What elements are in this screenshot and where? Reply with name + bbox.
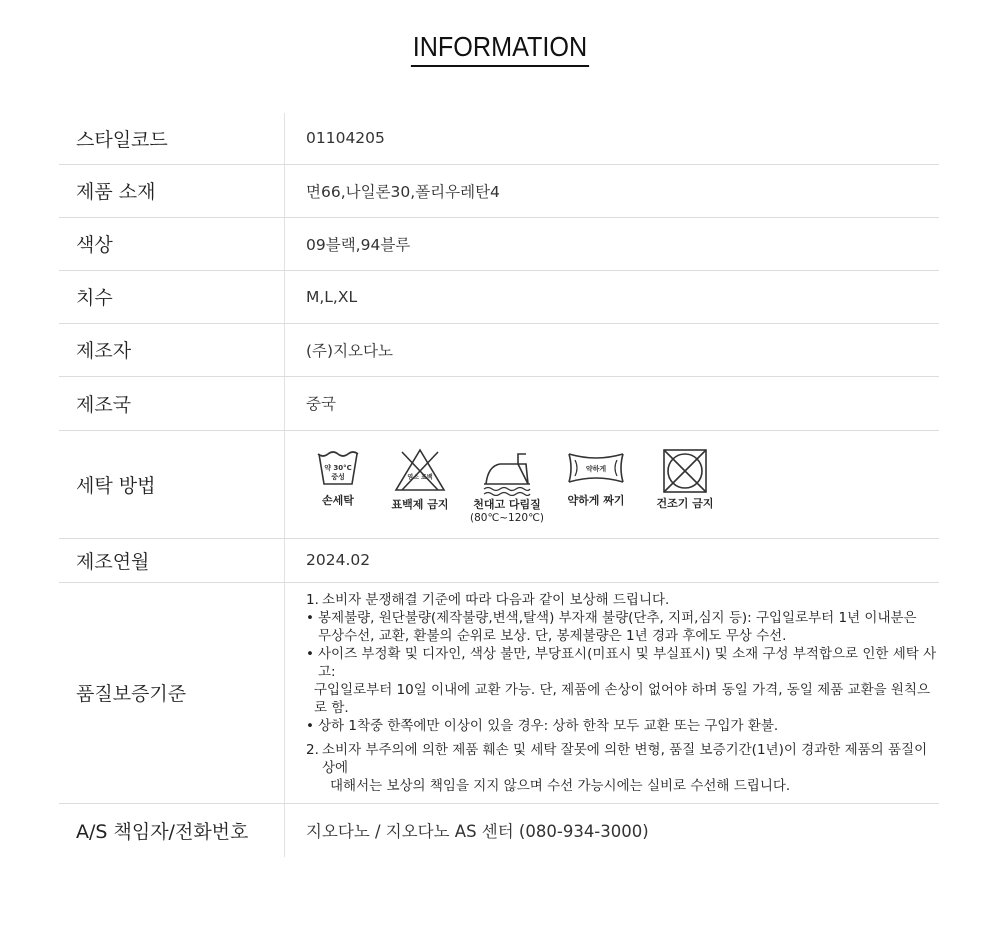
value-date: 2024.02 [285,538,940,582]
caption-iron: 천대고 다림질 [473,497,541,511]
gentle-wring-icon [565,448,627,488]
label-style-code: 스타일코드 [59,113,285,164]
bullet-1-line-2: 무상수선, 교환, 환불의 순위로 보상. 단, 봉제불량은 1년 경과 후에도 무상 수선. [318,627,787,644]
clause-1-number: 1. [306,591,319,608]
bullet-mark: • [306,645,314,662]
iron-icon [480,448,534,496]
label-material: 제품 소재 [59,164,285,217]
row-maker [59,323,939,376]
value-as: 지오다노 / 지오다노 AS 센터 (080-934-3000) [306,822,649,842]
row-style-code [59,113,939,164]
quality-bullet-1 [306,609,939,645]
label-country: 제조국 [59,376,285,430]
hand-wash-neutral: 중성 [331,472,345,481]
bullet-mark: • [306,609,314,626]
care-icons [301,444,939,525]
row-date [59,538,939,582]
bullet-3-line-1: 상하 1착중 한쪽에만 이상이 있을 경우: 상하 한착 모두 교환 또는 구입가 환불. [318,717,779,734]
quality-clause-2 [306,741,939,795]
label-size: 치수 [59,270,285,323]
product-info-table [59,113,939,857]
clause-1-text: 소비자 분쟁해결 기준에 따라 다음과 같이 보상해 드립니다. [322,591,670,608]
page-title-wrap [0,30,1000,67]
value-maker: (주)지오다노 [285,323,940,376]
value-color: 09블랙,94블루 [285,217,940,270]
care-item-hand-wash [301,448,375,508]
care-item-gentle-wring [549,448,643,508]
caption-hand-wash: 손세탁 [322,493,354,507]
care-item-no-tumble-dry [643,448,727,511]
row-country [59,376,939,430]
quality-clause-1 [306,591,939,609]
label-washing: 세탁 방법 [59,430,285,538]
hand-wash-icon [316,448,360,488]
caption-iron-temp: (80℃~120℃) [470,511,544,524]
value-country: 중국 [285,376,940,430]
no-bleach-icon [394,448,446,492]
label-maker: 제조자 [59,323,285,376]
bullet-2-line-1: 사이즈 부정확 및 디자인, 색상 불만, 부당표시(미표시 및 부실표시) 및 소재 구성 부적합으로 인한 세탁 사고: [318,645,937,680]
bullet-1-line-1: 봉제불량, 원단불량(제작불량,변색,탈색) 부자재 불량(단추, 지퍼,심지 등): 구입일로부터 1년 이내분은 [318,609,917,626]
caption-no-bleach: 표백제 금지 [391,497,449,511]
gentle-wring-label: 약하게 [585,464,607,473]
value-size: M,L,XL [285,270,940,323]
caption-no-tumble-dry: 건조기 금지 [656,496,714,510]
quality-text [306,583,939,803]
clause-2-line-1: 소비자 부주의에 의한 제품 훼손 및 세탁 잘못에 의한 변형, 품질 보증기간(1년)이 경과한 제품의 품질이상에 [322,741,928,776]
no-bleach-label: 염소 표백 [407,473,433,481]
no-tumble-dry-icon [662,448,708,494]
care-item-iron [465,448,549,525]
page-title: INFORMATION [411,30,589,67]
value-quality [285,582,940,803]
row-washing [59,430,939,538]
quality-bullet-3 [306,717,939,735]
bullet-mark: • [306,717,314,734]
care-item-no-bleach [375,448,465,512]
value-washing [285,430,940,538]
row-color [59,217,939,270]
value-style-code: 01104205 [285,113,940,164]
hand-wash-temp: 약 30°C [324,463,352,472]
label-as: A/S 책임자/전화번호 [59,803,285,857]
value-material: 면66,나일론30,폴리우레탄4 [285,164,940,217]
label-quality: 품질보증기준 [59,582,285,803]
clause-2-line-2: 대해서는 보상의 책임을 지지 않으며 수선 가능시에는 실비로 수선해 드립니다. [330,777,791,794]
row-as [59,803,939,857]
quality-bullet-2 [306,645,939,717]
row-size [59,270,939,323]
row-material [59,164,939,217]
label-color: 색상 [59,217,285,270]
clause-2-number: 2. [306,741,319,758]
row-quality [59,582,939,803]
caption-gentle-wring: 약하게 짜기 [567,493,625,507]
label-date: 제조연월 [59,538,285,582]
bullet-2-line-2: 구입일로부터 10일 이내에 교환 가능. 단, 제품에 손상이 없어야 하며 동일 가격, 동일 제품 교환을 원칙으로 함. [314,681,931,716]
